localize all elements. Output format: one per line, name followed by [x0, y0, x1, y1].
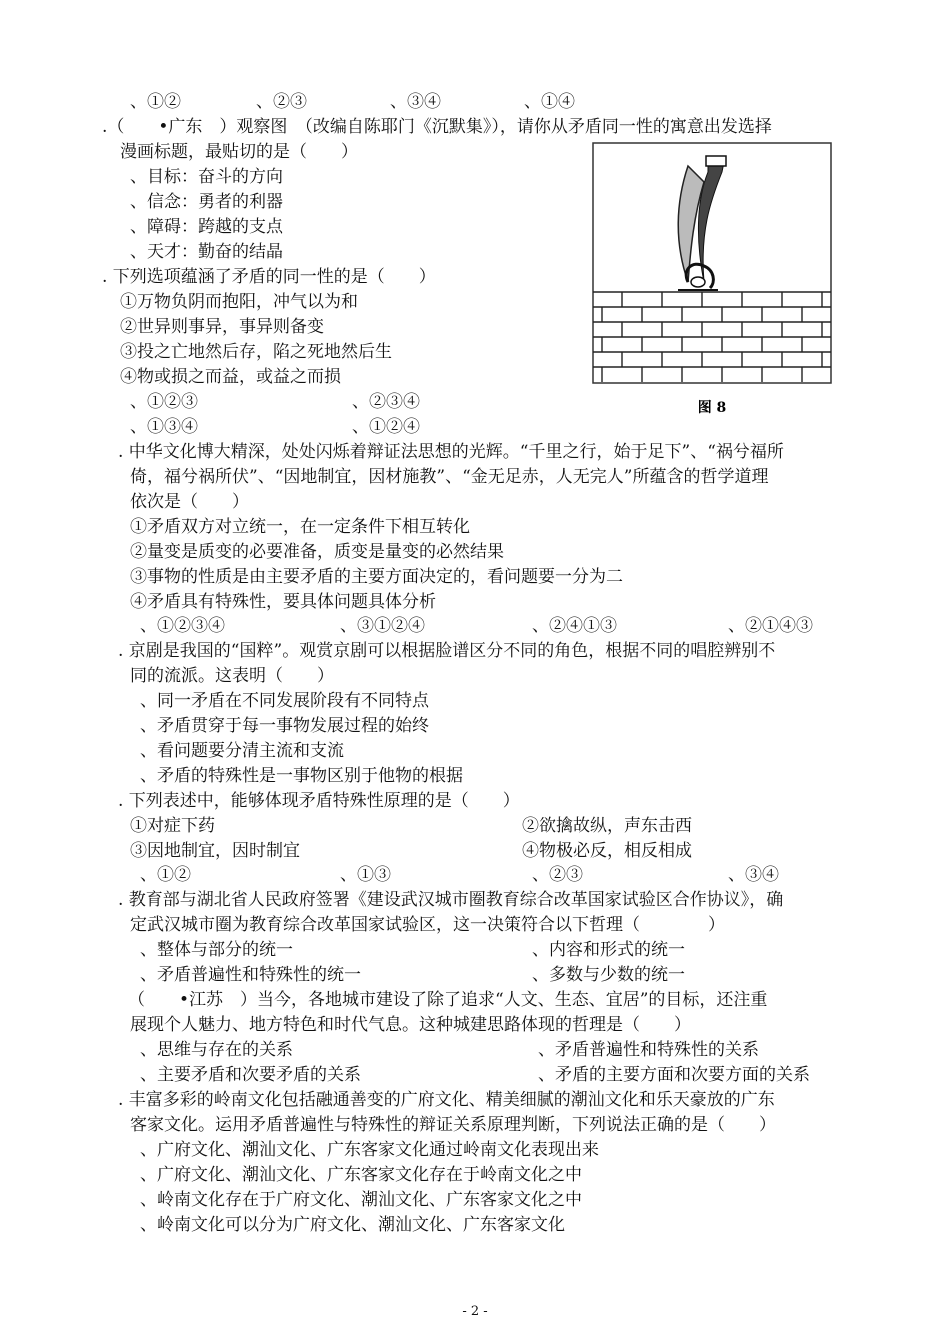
- q4-option-d: 、矛盾的特殊性是一事物区别于他物的根据: [140, 766, 463, 786]
- q2-option-d: 、①②④: [352, 417, 420, 437]
- q3-item-2: ②量变是质变的必要准备，质变是量变的必然结果: [130, 542, 504, 562]
- top-option-a: 、①②: [130, 92, 181, 112]
- q7-option-d: 、矛盾的主要方面和次要方面的关系: [538, 1065, 810, 1085]
- q4-option-c: 、看问题要分清主流和支流: [140, 741, 344, 761]
- q3-option-d: 、②①④③: [728, 616, 813, 636]
- q8-stem-line2: 客家文化。运用矛盾普遍性与特殊性的辩证关系原理判断，下列说法正确的是（ ）: [130, 1115, 776, 1135]
- q5-option-c: 、②③: [532, 865, 583, 885]
- q5-item-1: ①对症下药: [130, 816, 215, 836]
- q2-item-4: ④物或损之而益，或益之而损: [120, 367, 341, 387]
- q8-option-a: 、广府文化、潮汕文化、广东客家文化通过岭南文化表现出来: [140, 1140, 599, 1160]
- q5-item-2: ②欲擒故纵，声东击西: [522, 816, 692, 836]
- q5-stem: . 下列表述中，能够体现矛盾特殊性原理的是（ ）: [118, 791, 520, 811]
- q3-option-c: 、②④①③: [532, 616, 617, 636]
- q2-stem: . 下列选项蕴涵了矛盾的同一性的是（ ）: [102, 267, 436, 287]
- q4-option-a: 、同一矛盾在不同发展阶段有不同特点: [140, 691, 429, 711]
- q6-option-c: 、矛盾普遍性和特殊性的统一: [140, 965, 361, 985]
- q4-stem-line2: 同的流派。这表明（ ）: [130, 666, 334, 686]
- q7-stem-line1: （ •江苏 ）当今，各地城市建设了除了追求“人文、生态、宜居”的目标，还注重: [128, 990, 768, 1010]
- q4-stem-line1: . 京剧是我国的“国粹”。观赏京剧可以根据脸谱区分不同的角色，根据不同的唱腔辨别不: [118, 641, 776, 661]
- q7-option-b: 、矛盾普遍性和特殊性的关系: [538, 1040, 759, 1060]
- top-option-d: 、①④: [524, 92, 575, 112]
- q1-option-d: 、天才：勤奋的结晶: [130, 242, 283, 262]
- q1-stem-line1: .（ •广东 ）观察图 （改编自陈耶门《沉默集》），请你从矛盾同一性的寓意出发选择: [102, 117, 772, 137]
- q1-option-a: 、目标：奋斗的方向: [130, 167, 283, 187]
- q5-option-b: 、①③: [340, 865, 391, 885]
- q7-option-c: 、主要矛盾和次要矛盾的关系: [140, 1065, 361, 1085]
- q2-item-1: ①万物负阴而抱阳，冲气以为和: [120, 292, 358, 312]
- page-number: - 2 -: [462, 1304, 488, 1319]
- q2-item-2: ②世异则事异，事异则备变: [120, 317, 324, 337]
- q1-option-c: 、障碍：跨越的支点: [130, 217, 283, 237]
- q8-stem-line1: . 丰富多彩的岭南文化包括融通善变的广府文化、精美细腻的潮汕文化和乐天豪放的广东: [118, 1090, 775, 1110]
- q5-item-4: ④物极必反，相反相成: [522, 841, 692, 861]
- q5-option-d: 、③④: [728, 865, 779, 885]
- q6-option-a: 、整体与部分的统一: [140, 940, 293, 960]
- q5-item-3: ③因地制宜，因时制宜: [130, 841, 300, 861]
- top-option-b: 、②③: [256, 92, 307, 112]
- q4-option-b: 、矛盾贯穿于每一事物发展过程的始终: [140, 716, 429, 736]
- q8-option-d: 、岭南文化可以分为广府文化、潮汕文化、广东客家文化: [140, 1215, 565, 1235]
- q8-option-c: 、岭南文化存在于广府文化、潮汕文化、广东客家文化之中: [140, 1190, 582, 1210]
- q7-stem-line2: 展现个人魅力、地方特色和时代气息。这种城建思路体现的哲理是（ ）: [130, 1015, 691, 1035]
- q3-option-a: 、①②③④: [140, 616, 225, 636]
- q2-option-a: 、①②③: [130, 392, 198, 412]
- q2-item-3: ③投之亡地然后存，陷之死地然后生: [120, 342, 392, 362]
- top-option-c: 、③④: [390, 92, 441, 112]
- q3-stem-line1: . 中华文化博大精深，处处闪烁着辩证法思想的光辉。“千里之行，始于足下”、“祸兮福所: [118, 442, 784, 462]
- cartoon-figure: [592, 142, 832, 420]
- q3-item-1: ①矛盾双方对立统一，在一定条件下相互转化: [130, 517, 470, 537]
- q3-item-4: ④矛盾具有特殊性，要具体问题具体分析: [130, 592, 436, 612]
- q3-stem-line3: 依次是（ ）: [130, 492, 249, 512]
- q3-option-b: 、③①②④: [340, 616, 425, 636]
- q6-stem-line2: 定武汉城市圈为教育综合改革国家试验区，这一决策符合以下哲理（ ）: [130, 915, 725, 935]
- q6-option-b: 、内容和形式的统一: [532, 940, 685, 960]
- q1-stem-line2: 漫画标题，最贴切的是（ ）: [120, 142, 358, 162]
- q2-option-c: 、①③④: [130, 417, 198, 437]
- q8-option-b: 、广府文化、潮汕文化、广东客家文化存在于岭南文化之中: [140, 1165, 582, 1185]
- q6-stem-line1: . 教育部与湖北省人民政府签署《建设武汉城市圈教育综合改革国家试验区合作协议》，确: [118, 890, 784, 910]
- q6-option-d: 、多数与少数的统一: [532, 965, 685, 985]
- q3-stem-line2: 倚，福兮祸所伏”、“因地制宜，因材施教”、“金无足赤，人无完人”所蕴含的哲学道理: [130, 467, 769, 487]
- q1-option-b: 、信念：勇者的利器: [130, 192, 283, 212]
- q2-option-b: 、②③④: [352, 392, 420, 412]
- q5-option-a: 、①②: [140, 865, 191, 885]
- q7-option-a: 、思维与存在的关系: [140, 1040, 293, 1060]
- q3-item-3: ③事物的性质是由主要矛盾的主要方面决定的，看问题要一分为二: [130, 567, 623, 587]
- cartoon-illustration: [592, 142, 832, 420]
- figure-caption: 图 8: [697, 400, 727, 416]
